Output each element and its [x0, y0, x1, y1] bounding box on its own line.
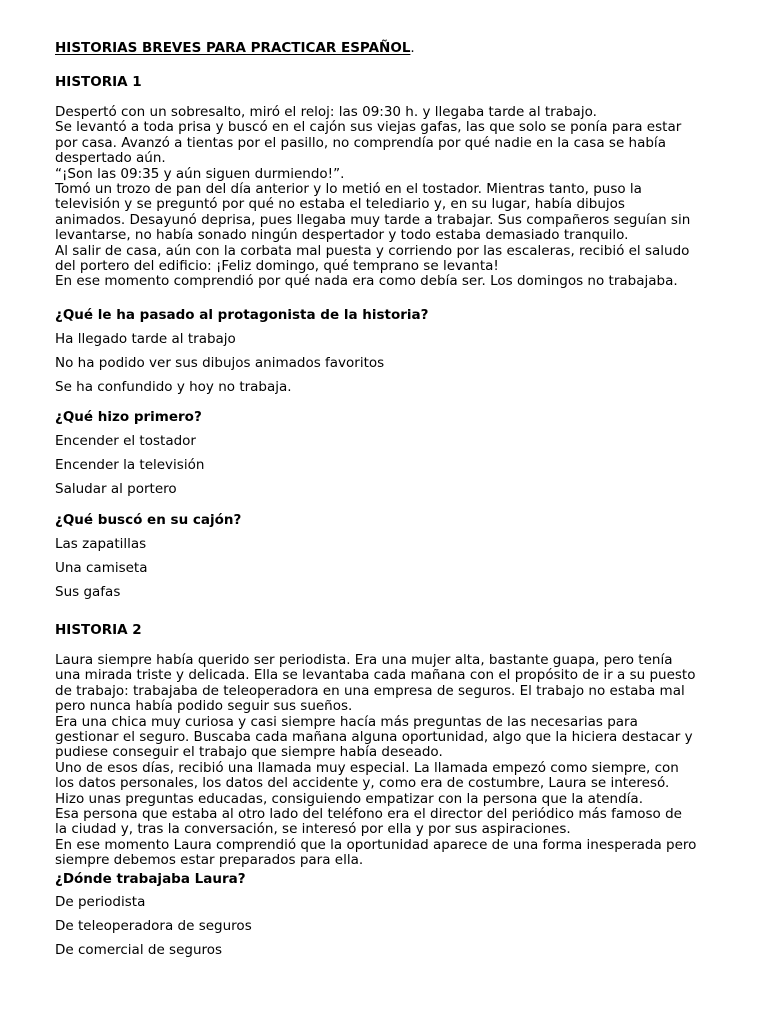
story1-heading: HISTORIA 1 [55, 74, 142, 90]
story2-line: una mirada triste y delicada. Ella se levantaba cada mañana con el propósito de ir a su puesto [55, 667, 696, 684]
story1-line: Se levantó a toda prisa y buscó en el cajón sus viejas gafas, las que solo se ponía para estar [55, 119, 682, 136]
story1-question-1: ¿Qué le ha pasado al protagonista de la historia? [55, 307, 429, 323]
story2-text [55, 653, 745, 869]
story2-line: Uno de esos días, recibió una llamada muy especial. La llamada empezó como siempre, con [55, 759, 679, 776]
story2-line: la ciudad y, tras la conversación, se interesó por ella y por sus aspiraciones. [55, 821, 571, 838]
story2-line: pudiese conseguir el trabajo que siempre había deseado. [55, 744, 443, 761]
story2-line: En ese momento Laura comprendió que la oportunidad aparece de una forma inesperada pero [55, 836, 697, 853]
story2-q1-option-a[interactable]: De periodista [55, 894, 146, 910]
story1-line: Tomó un trozo de pan del día anterior y lo metió en el tostador. Mientras tanto, puso la [55, 181, 642, 198]
story1-q1-option-c[interactable]: Se ha confundido y hoy no trabaja. [55, 379, 292, 395]
story1-q2-option-b[interactable]: Encender la televisión [55, 457, 205, 473]
story2-heading: HISTORIA 2 [55, 622, 142, 638]
story2-line: Laura siempre había querido ser periodista. Era una mujer alta, bastante guapa, pero tenía [55, 652, 673, 668]
story1-q3-option-a[interactable]: Las zapatillas [55, 536, 147, 552]
story2-line: Esa persona que estaba al otro lado del teléfono era el director del periódico más famoso de [55, 806, 682, 823]
document-title-period: . [410, 40, 415, 56]
story1-q1-option-b[interactable]: No ha podido ver sus dibujos animados favoritos [55, 355, 385, 371]
story1-line: animados. Desayunó deprisa, pues llegaba muy tarde a trabajar. Sus compañeros seguían sin [55, 211, 691, 228]
story2-line: siempre debemos estar preparados para ella. [55, 852, 364, 869]
story1-line: En ese momento comprendió por qué nada era como debía ser. Los domingos no trabajaba. [55, 273, 678, 290]
story2-line: de trabajo: trabajaba de teleoperadora en una empresa de seguros. El trabajo no estaba mal [55, 682, 685, 699]
story1-line: “¡Son las 09:35 y aún siguen durmiendo!”. [55, 165, 345, 182]
story1-q2-option-c[interactable]: Saludar al portero [55, 481, 177, 497]
story1-line: televisión y se preguntó por qué no estaba el telediario y, en su lugar, había dibujos [55, 196, 625, 213]
story2-q1-option-c[interactable]: De comercial de seguros [55, 942, 223, 958]
story1-line: del portero del edificio: ¡Feliz domingo, qué temprano se levanta! [55, 258, 499, 275]
story2-line: Era una chica muy curiosa y casi siempre hacía más preguntas de las necesarias para [55, 713, 638, 730]
story2-line: pero nunca había podido seguir sus sueños. [55, 698, 353, 715]
story2-line: Hizo unas preguntas educadas, consiguiendo empatizar con la persona que la atendía. [55, 790, 643, 807]
story1-q1-option-a[interactable]: Ha llegado tarde al trabajo [55, 331, 236, 347]
document-title [55, 40, 415, 56]
story2-line: gestionar el seguro. Buscaba cada mañana alguna oportunidad, algo que la hiciera destacar y [55, 729, 693, 746]
story1-question-3: ¿Qué buscó en su cajón? [55, 512, 242, 528]
story1-line: Al salir de casa, aún con la corbata mal puesta y corriendo por las escaleras, recibió el saludo [55, 242, 690, 259]
story2-line: los datos personales, los datos del accidente y, como era de costumbre, Laura se interesó. [55, 775, 670, 792]
story1-question-2: ¿Qué hizo primero? [55, 409, 202, 425]
story1-q3-option-c[interactable]: Sus gafas [55, 584, 121, 600]
story1-line: por casa. Avanzó a tientas por el pasillo, no comprendía por qué nadie en la casa se había [55, 134, 666, 151]
story1-line: levantarse, no había sonado ningún despertador y todo estaba demasiado tranquilo. [55, 227, 629, 244]
story1-text [55, 105, 745, 290]
story1-line: Despertó con un sobresalto, miró el reloj: las 09:30 h. y llegaba tarde al trabajo. [55, 104, 597, 120]
story1-line: despertado aún. [55, 150, 166, 167]
document-title-text: HISTORIAS BREVES PARA PRACTICAR ESPAÑOL [55, 40, 411, 56]
story1-q2-option-a[interactable]: Encender el tostador [55, 433, 196, 449]
story2-q1-option-b[interactable]: De teleoperadora de seguros [55, 918, 252, 934]
story1-q3-option-b[interactable]: Una camiseta [55, 560, 148, 576]
story2-question-1: ¿Dónde trabajaba Laura? [55, 871, 246, 887]
